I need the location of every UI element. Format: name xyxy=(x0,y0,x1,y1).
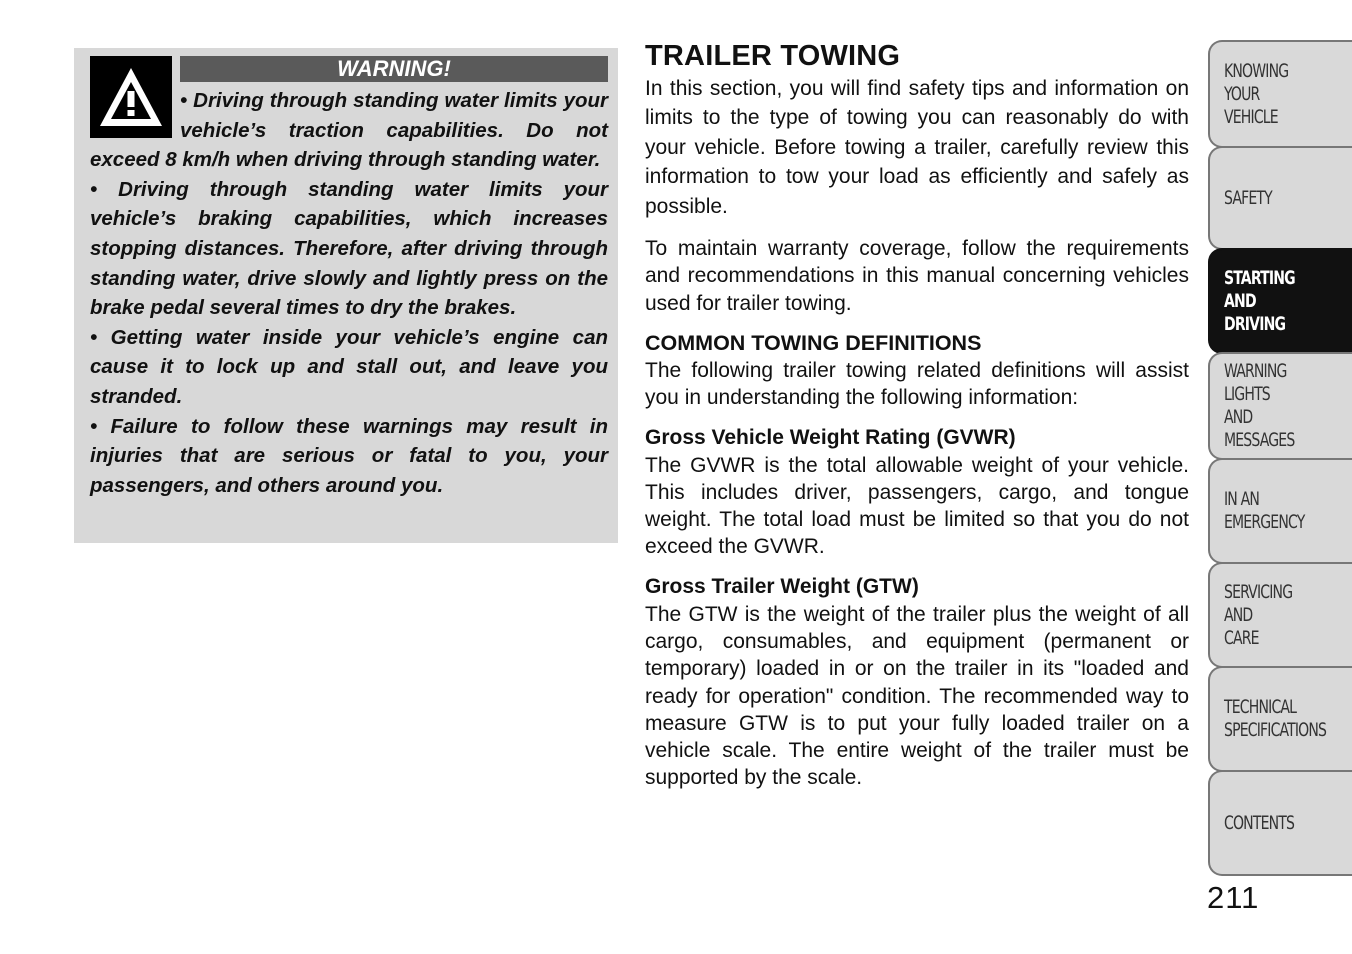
warning-triangle-icon xyxy=(90,56,172,138)
tab-in-an-emergency[interactable]: IN AN EMERGENCY xyxy=(1208,458,1352,564)
warning-box xyxy=(74,48,618,543)
tab-servicing-and-care[interactable]: SERVICING AND CARE xyxy=(1208,562,1352,668)
warning-item: • Driving through standing water limits your vehicle’s traction capabilities. Do not exceed 8 km/h when driving through standing water. xyxy=(90,89,608,172)
tab-warning-lights-and-messages[interactable]: WARNING LIGHTS AND MESSAGES xyxy=(1208,352,1352,460)
tab-knowing-your-vehicle[interactable]: KNOWING YOUR VEHICLE xyxy=(1208,40,1352,148)
warning-item: • Getting water inside your vehicle’s engine can cause it to lock up and stall out, and leave you stranded. xyxy=(90,325,608,408)
page-number: 211 xyxy=(1207,880,1260,915)
gtw-paragraph: The GTW is the weight of the trailer plus the weight of all cargo, consumables, and equipment (permanent or temporary) loaded in or on the trailer in its "loaded and ready for operation" condition. The recommended way to measure GTW is to put your fully loaded trailer on a vehicle scale. The entire weight of the trailer must be supported by the scale. xyxy=(645,602,1189,790)
warning-item: • Driving through standing water limits your vehicle’s braking capabilities, which increases stopping distances. Therefore, after driving through standing water, drive slowly and lightly press on the brake pedal several times to dry the brakes. xyxy=(90,177,608,320)
tab-starting-and-driving[interactable]: STARTING AND DRIVING xyxy=(1208,248,1352,354)
warning-item: • Failure to follow these warnings may result in injuries that are serious or fatal to you, your passengers, and others around you. xyxy=(90,414,608,497)
gvwr-paragraph: The GVWR is the total allowable weight of your vehicle. This includes driver, passengers, cargo, and tongue weight. The total load must be limited so that you do not exceed the GVWR. xyxy=(645,453,1189,559)
tab-technical-specifications[interactable]: TECHNICAL SPECIFICATIONS xyxy=(1208,666,1352,772)
definitions-intro: The following trailer towing related definitions will assist you in understanding the following information: xyxy=(645,358,1189,410)
main-column xyxy=(645,38,1189,792)
warning-title: WARNING! xyxy=(180,56,608,82)
section-title: TRAILER TOWING xyxy=(645,40,901,72)
definitions-heading: COMMON TOWING DEFINITIONS xyxy=(645,330,982,355)
tab-contents[interactable]: CONTENTS xyxy=(1208,770,1352,876)
warning-text xyxy=(90,86,608,500)
warranty-paragraph: To maintain warranty coverage, follow the requirements and recommendations in this manual concerning vehicles used for trailer towing. xyxy=(645,237,1189,315)
tab-safety[interactable]: SAFETY xyxy=(1208,146,1352,250)
intro-paragraph: In this section, you will find safety tips and information on limits to the type of towing you can reasonably do with your vehicle. Before towing a trailer, carefully review this information to tow your load as efficiently and safely as possible. xyxy=(645,77,1189,218)
gvwr-heading: Gross Vehicle Weight Rating (GVWR) xyxy=(645,425,1016,449)
gtw-heading: Gross Trailer Weight (GTW) xyxy=(645,574,919,598)
